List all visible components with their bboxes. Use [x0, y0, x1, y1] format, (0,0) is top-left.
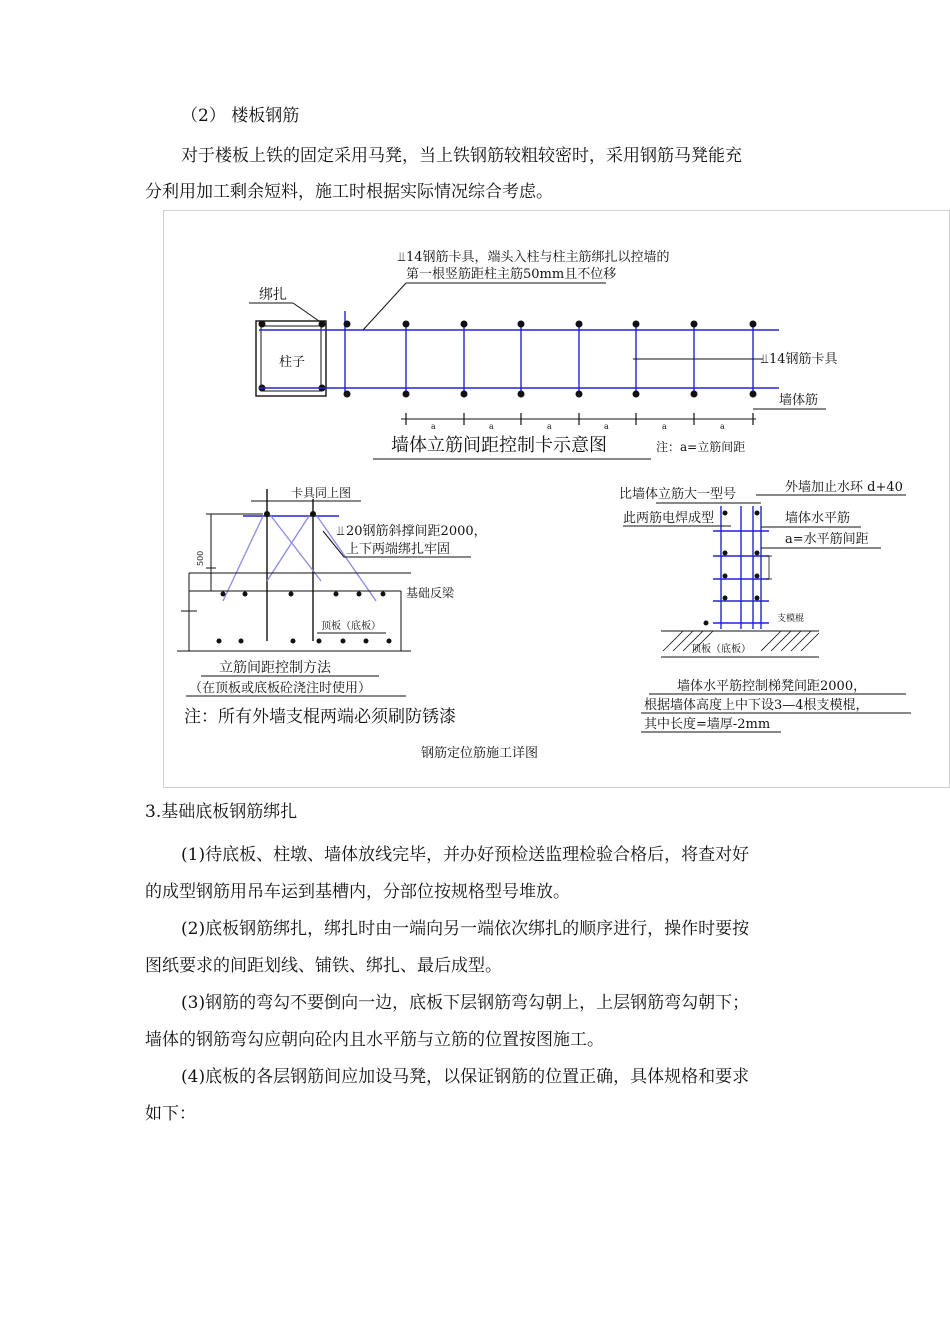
paragraph-line: (1)待底板、柱墩、墙体放线完毕，并办好预检送监理检验合格后，将查对好 — [181, 845, 750, 865]
paragraph-line: 图纸要求的间距划线、铺铁、绑扎、最后成型。 — [145, 956, 502, 976]
left-note: 注：所有外墙支棍两端必须刷防锈漆 — [184, 707, 456, 727]
paragraph-line: 墙体的钢筋弯勾应朝向砼内且水平筋与立筋的位置按图施工。 — [145, 1030, 604, 1050]
dim-a: a — [431, 422, 436, 431]
dim-500: 500 — [196, 550, 205, 566]
paragraph-line: (4)底板的各层钢筋间应加设马凳，以保证钢筋的位置正确，具体规格和要求 — [181, 1067, 750, 1087]
rebar-grade-icon: ⫫ — [398, 250, 406, 265]
waterstop-label: 外墙加止水环 d+40 — [785, 480, 903, 495]
paragraph-line: 如下： — [145, 1104, 196, 1124]
brace-label-line2: 上下两端绑扎牢固 — [346, 542, 451, 557]
clamp-same-label: 卡具同上图 — [291, 486, 352, 500]
dim-a: a — [604, 422, 609, 431]
right-caption-line1: 墙体水平筋控制梯凳间距2000， — [677, 679, 867, 694]
figure-caption: 钢筋定位筋施工详图 — [421, 746, 539, 761]
spacing-label: a=水平筋间距 — [785, 532, 869, 547]
clamp-label: 14钢筋卡具 — [769, 352, 838, 367]
horizontal-bar-label: 墙体水平筋 — [785, 511, 851, 526]
left-caption-line2: （在顶板或底板砼浇注时使用） — [189, 681, 372, 696]
wall-bar-label: 墙体筋 — [779, 393, 819, 408]
paragraph-line: 的成型钢筋用吊车运到基槽内，分部位按规格型号堆放。 — [145, 882, 570, 902]
dim-a: a — [662, 422, 667, 431]
section-3-heading: 3.基础底板钢筋绑扎 — [145, 802, 298, 822]
right-caption-line3: 其中长度=墙厚-2mm — [644, 717, 771, 732]
brace-label-line1: 20钢筋斜撑间距2000， — [346, 524, 487, 539]
dim-a: a — [547, 422, 552, 431]
right-slab-label: 顶板（底板） — [691, 644, 751, 655]
top-diagram-note: 注：a=立筋间距 — [656, 440, 746, 454]
column-label: 柱子 — [279, 355, 306, 370]
beam-label: 基础反梁 — [406, 586, 455, 600]
weld-label: 此两筋电焊成型 — [623, 511, 715, 526]
top-callout-line2: 第一根竖筋距柱主筋50mm且不位移 — [406, 267, 617, 282]
diagonal-brace — [267, 516, 309, 581]
diagonal-brace — [223, 516, 263, 601]
bind-label: 绑扎 — [259, 287, 287, 303]
left-slab-label: 顶板（底板） — [321, 621, 381, 632]
prop-label: 支模棍 — [777, 614, 805, 624]
section-2-heading: （2） 楼板钢筋 — [181, 106, 300, 126]
bigger-size-label: 比墙体立筋大一型号 — [619, 487, 737, 502]
top-diagram-title: 墙体立筋间距控制卡示意图 — [391, 435, 607, 456]
right-caption-line2: 根据墙体高度上中下设3—4根支模棍， — [644, 698, 869, 713]
ladder-stool — [713, 506, 769, 629]
left-caption-line1: 立筋间距控制方法 — [219, 660, 331, 676]
paragraph-line: 分利用加工剩余短料，施工时根据实际情况综合考虑。 — [145, 182, 553, 202]
ladder-dots — [704, 511, 760, 626]
figure-drawing — [164, 211, 949, 787]
beam-bar-dots — [217, 592, 392, 644]
top-callout-line1: 14钢筋卡具，端头入柱与柱主筋绑扎以控墙的 — [406, 250, 670, 265]
paragraph-line: (3)钢筋的弯勾不要倒向一边，底板下层钢筋弯勾朝上，上层钢筋弯勾朝下； — [181, 993, 750, 1013]
dim-a: a — [720, 422, 725, 431]
paragraph-line: (2)底板钢筋绑扎，绑扎时由一端向另一端依次绑扎的顺序进行，操作时要按 — [181, 919, 750, 939]
paragraph-line: 对于楼板上铁的固定采用马凳，当上铁钢筋较粗较密时，采用钢筋马凳能充 — [181, 146, 742, 166]
rebar-grade-icon: ⫫ — [761, 352, 769, 367]
rebar-detail-figure — [163, 210, 950, 788]
rebar-grade-icon: ⫫ — [337, 524, 345, 539]
dim-a: a — [489, 422, 494, 431]
